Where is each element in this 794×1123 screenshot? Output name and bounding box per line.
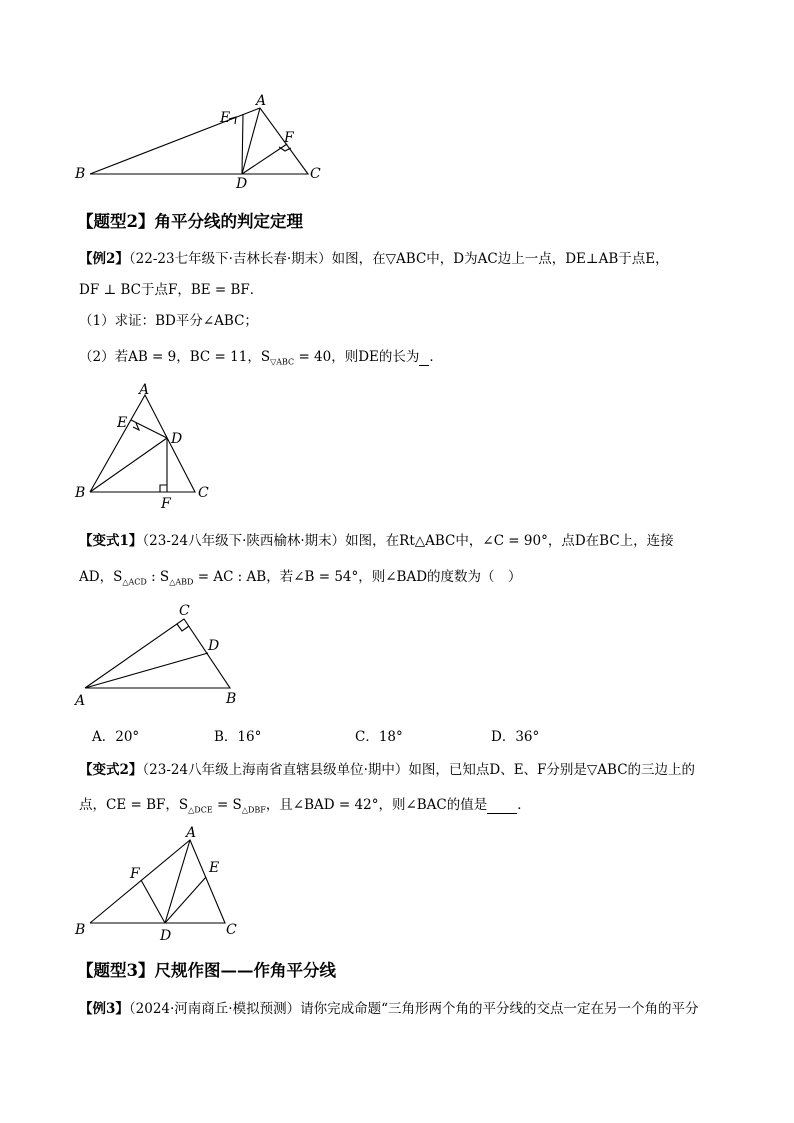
var2-line2-b: = S: [212, 797, 242, 813]
var1-line1: [79, 529, 674, 549]
fig3-label-A: A: [75, 693, 86, 709]
var2-answer-blank: [487, 797, 517, 814]
fig2-label-B: B: [75, 485, 86, 501]
var2-sub1: △DCE: [188, 805, 213, 815]
type3-heading: 【题型3】尺规作图——作角平分线: [77, 961, 336, 980]
var1-tag: 【变式1】: [79, 533, 143, 549]
fig3-label-C: C: [179, 603, 190, 619]
fig1-label-F: F: [284, 130, 294, 146]
ex2-q2-sub: ▽ABC: [270, 357, 295, 367]
fig4-label-E: E: [209, 860, 220, 876]
ex2-q1: （1）求证：BD平分∠ABC；: [79, 313, 258, 329]
fig2-label-D: D: [171, 431, 183, 447]
fig4-label-A: A: [186, 825, 197, 841]
ex2-line2: DF ⊥ BC于点F，BE = BF．: [79, 282, 264, 298]
choice-c[interactable]: C．18°: [355, 729, 403, 745]
var1-sub2: △ABD: [169, 577, 194, 587]
fig1-label-A: A: [256, 93, 267, 109]
fig3-label-D: D: [208, 638, 220, 654]
fig2-label-E: E: [117, 415, 128, 431]
var1-sub1: △ACD: [122, 577, 147, 587]
choice-d[interactable]: D．36°: [491, 729, 540, 745]
ex2-q2-a: （2）若AB = 9，BC = 11，S: [79, 349, 271, 365]
var1-line2-a: AD，S: [79, 569, 123, 585]
var2-line2-d: ．: [517, 797, 531, 813]
figure-4: [65, 820, 255, 945]
ex2-line1: [79, 247, 669, 267]
var1-line2-b: : S: [146, 569, 170, 585]
fig4-label-C: C: [226, 922, 237, 938]
var2-text1: （23-24八年级上海南省直辖县级单位·期中）如图，已知点D、E、F分别是▽ABC的三边上的: [142, 762, 696, 778]
figure-1: [60, 92, 350, 192]
var2-line2-c: ，且∠BAD = 42°，则∠BAC的值是: [265, 797, 488, 813]
var2-line2: [79, 793, 531, 815]
var2-line2-a: 点，CE = BF，S: [79, 797, 189, 813]
ex2-answer-blank: [419, 349, 429, 366]
var1-text1: （23-24八年级下·陕西榆林·期末）如图，在Rt△ABC中，∠C = 90°，点D在BC上，连接: [142, 533, 674, 549]
fig1-label-D: D: [236, 176, 248, 192]
ex3-text1: （2024·河南商丘·模拟预测）请你完成命题“三角形两个角的平分线的交点一定在另一个角的平分: [128, 1001, 699, 1017]
ex2-q2: [79, 345, 443, 367]
fig4-label-F: F: [130, 866, 140, 882]
figure-2: [70, 380, 230, 515]
var1-line2: [79, 565, 522, 587]
fig3-label-B: B: [226, 691, 237, 707]
ex2-tag: 【例2】: [79, 251, 129, 267]
var2-line1: [79, 758, 695, 778]
ex2-q2-b: = 40，则DE的长为: [294, 349, 420, 365]
fig1-label-E: E: [220, 110, 231, 126]
fig4-label-B: B: [75, 922, 86, 938]
fig2-label-F: F: [161, 496, 171, 512]
fig2-label-C: C: [198, 485, 209, 501]
choice-b[interactable]: B．16°: [214, 729, 262, 745]
fig4-label-D: D: [160, 928, 172, 944]
type2-heading: 【题型2】角平分线的判定定理: [77, 212, 303, 231]
ex2-q2-c: ．: [429, 349, 443, 365]
var2-tag: 【变式2】: [79, 762, 143, 778]
ex3-line1: [79, 997, 699, 1017]
ex2-text1: （22-23七年级下·吉林长春·期末）如图，在▽ABC中，D为AC边上一点，DE⊥AB于点E，: [128, 251, 669, 267]
fig1-label-C: C: [310, 166, 321, 182]
var1-line2-c: = AC : AB，若∠B = 54°，则∠BAD的度数为（ ）: [193, 569, 522, 585]
var2-sub2: △DBF: [241, 805, 266, 815]
ex3-tag: 【例3】: [79, 1001, 129, 1017]
fig1-label-B: B: [75, 166, 86, 182]
fig2-label-A: A: [139, 382, 150, 398]
figure-3: [60, 598, 260, 713]
choice-a[interactable]: A．20°: [92, 729, 140, 745]
